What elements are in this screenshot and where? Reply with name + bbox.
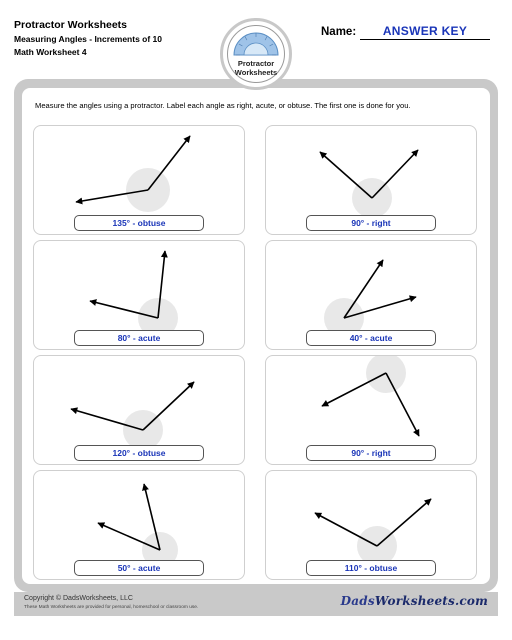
problem-card-2: [265, 125, 477, 235]
worksheet-title: Protractor Worksheets: [14, 19, 128, 31]
worksheet-number: Math Worksheet 4: [14, 47, 87, 57]
problem-card-6: [265, 355, 477, 465]
worksheet-subtitle: Measuring Angles - Increments of 10: [14, 34, 162, 44]
copyright-text: Copyright © DadsWorksheets, LLC: [24, 595, 133, 602]
answer-box-2[interactable]: 90° - right: [306, 215, 436, 231]
problem-card-1: [33, 125, 245, 235]
answer-box-8[interactable]: 110° - obtuse: [306, 560, 436, 576]
problem-card-7: [33, 470, 245, 580]
usage-note: These Math Worksheets are provided for personal, homeschool or classroom use.: [24, 605, 199, 610]
instructions: Measure the angles using a protractor. Label each angle as right, acute, or obtuse. The first one is done for you.: [35, 101, 411, 110]
problem-card-8: [265, 470, 477, 580]
protractor-icon: [232, 31, 280, 57]
answer-box-5[interactable]: 120° - obtuse: [74, 445, 204, 461]
problem-card-4: [265, 240, 477, 350]
problem-card-3: [33, 240, 245, 350]
problem-card-5: [33, 355, 245, 465]
logo-text-line2: Worksheets: [234, 68, 278, 77]
dadsworksheets-logo[interactable]: [341, 594, 488, 608]
brand-part2: Worksheets.com: [374, 594, 488, 608]
brand-part1: Dads: [340, 594, 375, 608]
protractor-worksheets-logo: [220, 18, 292, 90]
answer-box-6[interactable]: 90° - right: [306, 445, 436, 461]
logo-text-line1: Protractor: [237, 59, 275, 68]
answer-key-field: ANSWER KEY: [360, 24, 490, 40]
answer-box-1[interactable]: 135° - obtuse: [74, 215, 204, 231]
answer-box-4[interactable]: 40° - acute: [306, 330, 436, 346]
name-label: Name:: [321, 26, 357, 38]
answer-box-3[interactable]: 80° - acute: [74, 330, 204, 346]
answer-box-7[interactable]: 50° - acute: [74, 560, 204, 576]
